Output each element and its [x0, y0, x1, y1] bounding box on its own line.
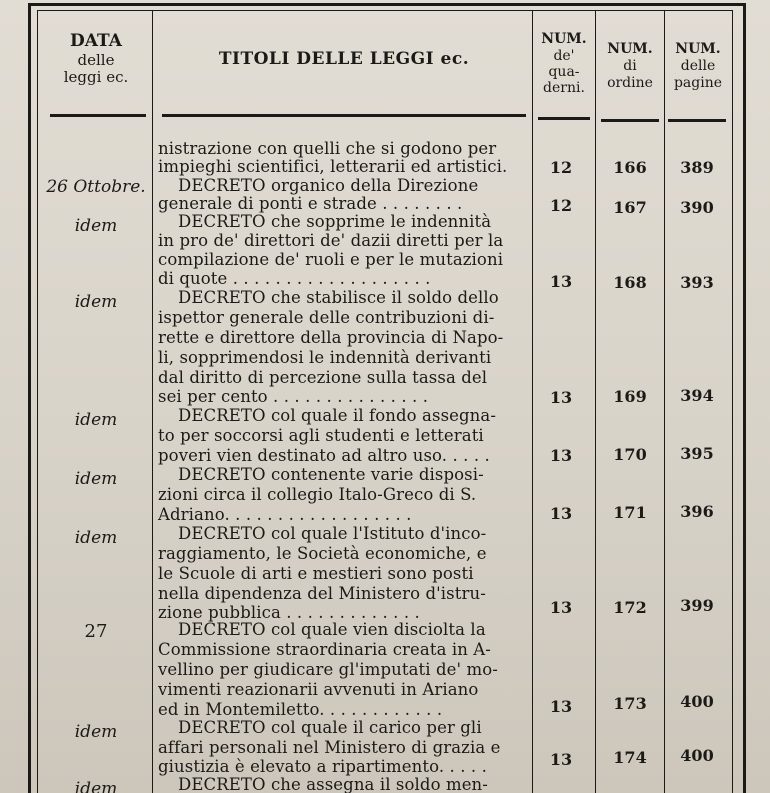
header-rule-ordine — [601, 119, 659, 122]
num-pagina: 396 — [680, 502, 714, 521]
title-line: DECRETO che stabilisce il soldo dello — [178, 288, 499, 307]
num-ordine: 171 — [613, 503, 647, 522]
header-num-quaderni: de' qua- derni. — [543, 48, 585, 96]
row-date: idem — [74, 292, 118, 312]
title-line: li, sopprimendosi le indennità derivanti — [158, 348, 492, 367]
row-date: idem — [74, 216, 118, 236]
title-line: le Scuole di arti e mestieri sono posti — [158, 564, 474, 583]
title-line: DECRETO col quale vien disciolta la — [178, 620, 486, 639]
title-line: ispettor generale delle contribuzioni di- — [158, 308, 495, 327]
title-line: vellino per giudicare gl'imputati de' mo- — [158, 660, 498, 679]
header-date-sub: delle leggi ec. — [63, 51, 129, 86]
num-pagina: 394 — [680, 386, 714, 405]
num-pagina: 400 — [680, 692, 714, 711]
row-date: idem — [74, 528, 118, 548]
header-num-ordine-label: NUM. — [607, 41, 653, 57]
num-pagina: 390 — [680, 198, 714, 217]
divider-quaderni — [595, 10, 596, 793]
num-pagina: 399 — [680, 596, 714, 615]
num-quaderno: 13 — [549, 504, 573, 523]
divider-titles — [532, 10, 533, 793]
num-quaderno: 13 — [549, 388, 573, 407]
row-date: idem — [74, 410, 118, 430]
title-line: DECRETO che sopprime le indennità — [178, 212, 492, 231]
row-date: 26 Ottobre. — [46, 177, 146, 197]
header-rule-titles — [162, 114, 526, 117]
header-rule-date — [50, 114, 146, 117]
title-line: generale di ponti e strade . . . . . . . . — [158, 194, 463, 213]
num-ordine: 166 — [613, 158, 647, 177]
num-ordine: 168 — [613, 273, 647, 292]
title-line: nella dipendenza del Ministero d'istru- — [158, 584, 486, 603]
title-line: to per soccorsi agli studenti e letterati — [158, 426, 484, 445]
num-pagina: 395 — [680, 444, 714, 463]
title-line: DECRETO col quale il carico per gli — [178, 718, 482, 737]
num-pagina: 393 — [680, 273, 714, 292]
num-ordine: 172 — [613, 598, 647, 617]
num-quaderno: 13 — [549, 446, 573, 465]
header-num-pagine: delle pagine — [673, 58, 723, 91]
title-line: nistrazione con quelli che si godono per — [158, 139, 497, 158]
num-ordine: 170 — [613, 445, 647, 464]
header-titles: TITOLI DELLE LEGGI ec. — [218, 49, 470, 69]
row-date: idem — [74, 722, 118, 742]
num-quaderno: 13 — [549, 598, 573, 617]
num-pagina: 400 — [680, 746, 714, 765]
title-line: DECRETO col quale il fondo assegna- — [178, 406, 496, 425]
title-line: compilazione de' ruoli e per le mutazioni — [158, 250, 504, 269]
row-date: idem — [74, 779, 118, 793]
title-line: raggiamento, le Società economiche, e — [158, 544, 487, 563]
title-line: impieghi scientifici, letterarii ed artistici. — [158, 157, 508, 176]
title-line: rette e direttore della provincia di Napo- — [158, 328, 504, 347]
title-line: giustizia è elevato a ripartimento. . . . . — [158, 757, 487, 776]
num-ordine: 167 — [613, 198, 647, 217]
row-date: 27 — [84, 621, 108, 642]
num-quaderno: 12 — [549, 196, 573, 215]
header-rule-pagine — [668, 119, 726, 122]
title-line: vimenti reazionarii avvenuti in Ariano — [158, 680, 479, 699]
title-line: in pro de' direttori de' dazii diretti per la — [158, 231, 504, 250]
num-ordine: 174 — [613, 748, 647, 767]
header-num-quaderni-label: NUM. — [541, 31, 587, 47]
title-line: poveri vien destinato ad altro uso. . . . . — [158, 446, 490, 465]
title-line: DECRETO che assegna il soldo men- — [178, 775, 488, 793]
title-line: Commissione straordinaria creata in A- — [158, 640, 491, 659]
num-quaderno: 12 — [549, 158, 573, 177]
title-line: affari personali nel Ministero di grazia e — [158, 738, 501, 757]
title-line: zioni circa il collegio Italo-Greco di S. — [158, 485, 477, 504]
header-date: DATA — [70, 31, 122, 51]
title-line: sei per cento . . . . . . . . . . . . . . . — [158, 387, 429, 406]
divider-date — [152, 10, 153, 793]
num-ordine: 169 — [613, 387, 647, 406]
title-line: di quote . . . . . . . . . . . . . . . . . . . — [158, 269, 431, 288]
header-num-pagine-label: NUM. — [675, 41, 721, 57]
title-line: zione pubblica . . . . . . . . . . . . . — [158, 603, 420, 622]
num-ordine: 173 — [613, 694, 647, 713]
title-line: DECRETO col quale l'Istituto d'inco- — [178, 524, 487, 543]
header-rule-quaderni — [538, 117, 590, 120]
title-line: dal diritto di percezione sulla tassa del — [158, 368, 488, 387]
row-date: idem — [74, 469, 118, 489]
header-num-ordine: di ordine — [607, 58, 653, 91]
title-line: DECRETO organico della Direzione — [178, 176, 479, 195]
title-line: ed in Montemiletto. . . . . . . . . . . . — [158, 700, 443, 719]
num-quaderno: 13 — [549, 272, 573, 291]
num-quaderno: 13 — [549, 697, 573, 716]
num-quaderno: 13 — [549, 750, 573, 769]
title-line: DECRETO contenente varie disposi- — [178, 465, 484, 484]
title-line: Adriano. . . . . . . . . . . . . . . . . . — [158, 505, 412, 524]
num-pagina: 389 — [680, 158, 714, 177]
